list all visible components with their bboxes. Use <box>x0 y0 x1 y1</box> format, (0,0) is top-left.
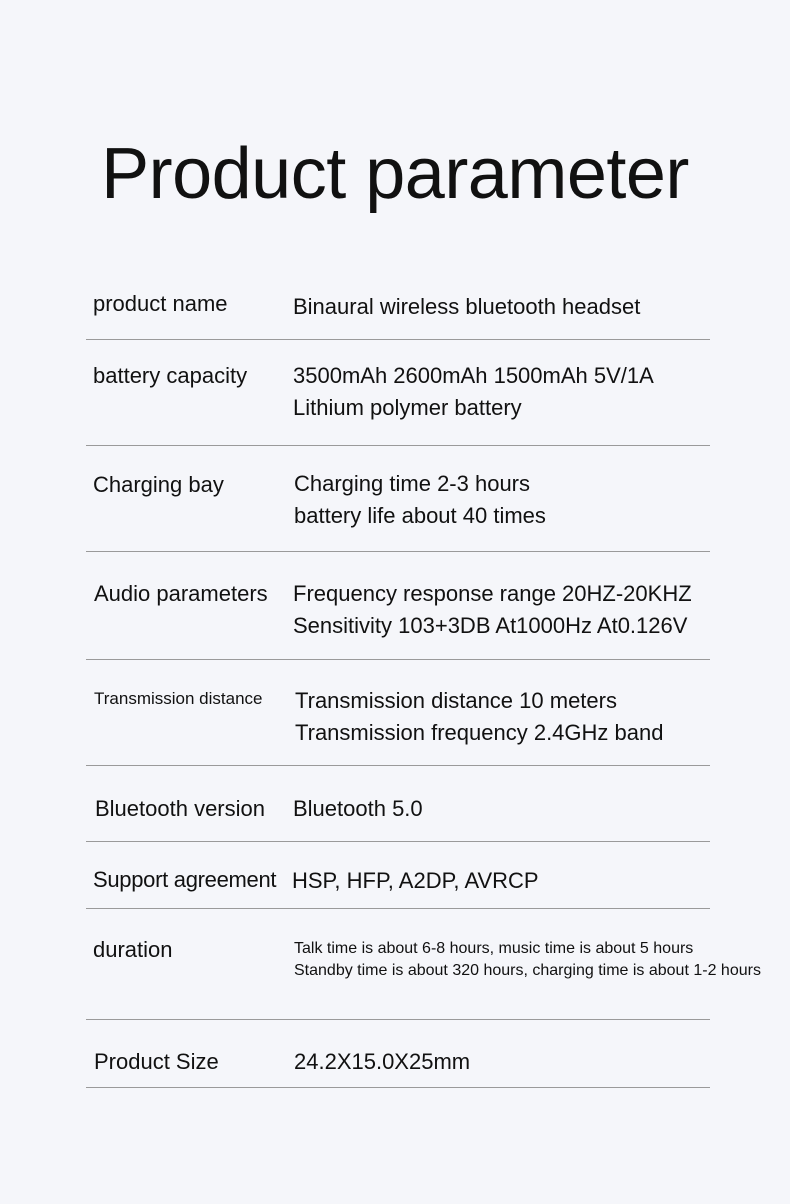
param-value-line: 24.2X15.0X25mm <box>294 1049 471 1074</box>
param-label: Bluetooth version <box>95 796 265 821</box>
param-value-line: Transmission frequency 2.4GHz band <box>295 720 664 745</box>
param-value-line: HSP, HFP, A2DP, AVRCP <box>292 868 539 893</box>
param-value-line: battery life about 40 times <box>294 503 546 528</box>
param-value <box>292 865 539 897</box>
param-value-line: Lithium polymer battery <box>293 395 522 420</box>
param-label: Charging bay <box>93 472 224 497</box>
param-value <box>293 291 640 323</box>
param-row-bluetooth-version <box>86 765 710 842</box>
param-label: duration <box>93 937 173 962</box>
param-value <box>293 360 654 424</box>
param-row-charging-bay <box>86 445 710 552</box>
param-value-line: Bluetooth 5.0 <box>293 796 423 821</box>
param-label: battery capacity <box>93 363 248 388</box>
param-value <box>294 468 546 532</box>
param-value-line: Transmission distance 10 meters <box>295 688 617 713</box>
param-value-line: Charging time 2-3 hours <box>294 471 531 496</box>
param-value-line: Standby time is about 320 hours, charging time is about 1-2 hours <box>294 962 761 979</box>
page-title: Product parameter <box>101 134 689 214</box>
param-label: Product Size <box>94 1049 219 1074</box>
param-label: Transmission distance <box>94 689 263 708</box>
param-value-line: Frequency response range 20HZ-20KHZ <box>293 581 692 606</box>
param-value <box>294 938 761 982</box>
param-value-line: Binaural wireless bluetooth headset <box>293 294 641 319</box>
param-value <box>295 685 663 749</box>
param-value-line: Talk time is about 6-8 hours, music time is about 5 hours <box>294 940 694 957</box>
param-row-support-agreement <box>86 841 710 909</box>
param-row-audio-parameters <box>86 551 710 660</box>
param-row-duration <box>86 908 761 1020</box>
param-row-transmission-distance <box>86 659 710 766</box>
param-row-battery-capacity <box>86 339 710 446</box>
param-value <box>294 1046 470 1078</box>
param-value <box>293 793 423 825</box>
param-value-line: Sensitivity 103+3DB At1000Hz At0.126V <box>293 613 688 638</box>
param-value <box>293 578 692 642</box>
param-label: Support agreement <box>93 867 277 892</box>
param-row-product-name <box>86 270 710 340</box>
param-value-line: 3500mAh 2600mAh 1500mAh 5V/1A <box>293 363 654 388</box>
param-row-product-size <box>86 1019 710 1088</box>
param-label: product name <box>93 291 228 316</box>
param-label: Audio parameters <box>94 581 268 606</box>
